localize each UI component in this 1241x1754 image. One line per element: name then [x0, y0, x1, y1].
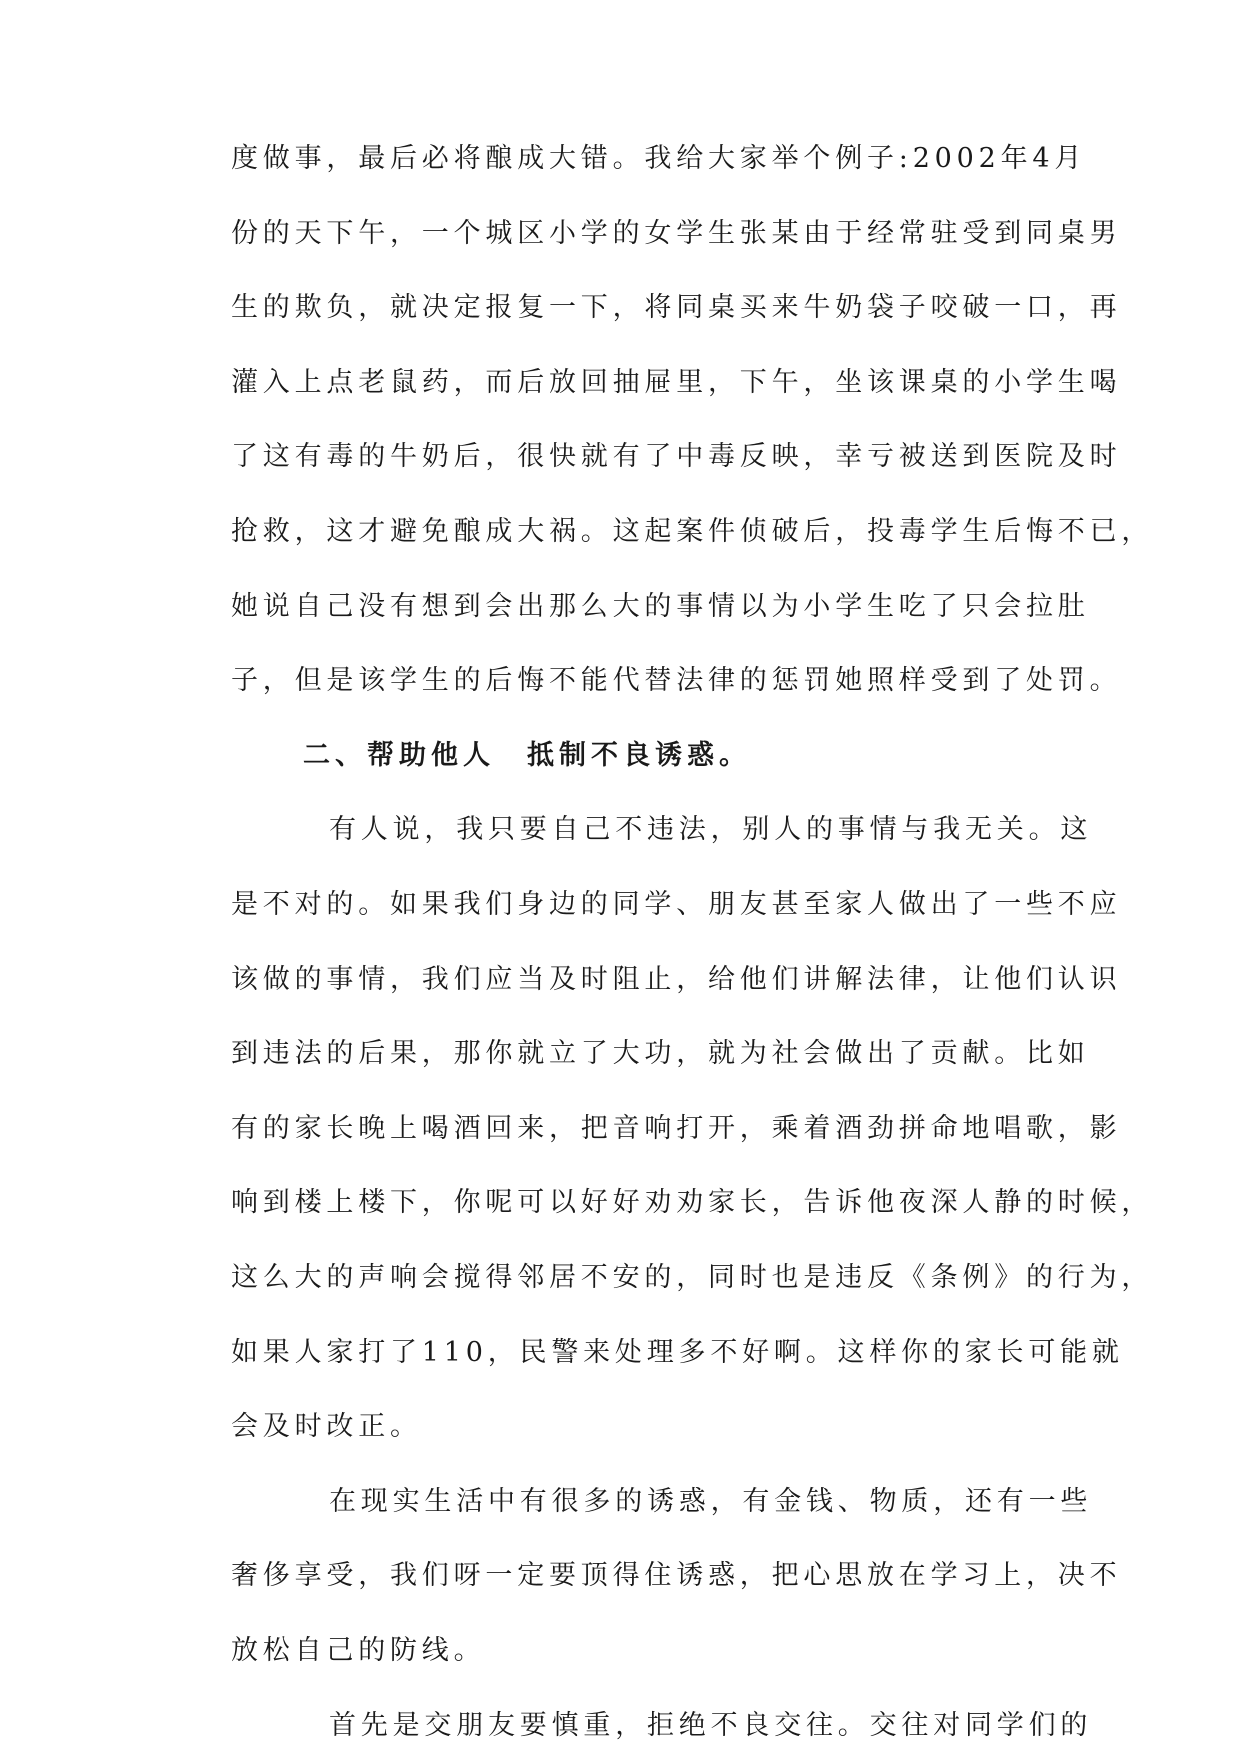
paragraph-line: 奢侈享受，我们呀一定要顶得住诱惑，把心思放在学习上，决不 — [231, 1560, 1122, 1591]
paragraph-line: 份的天下午，一个城区小学的女学生张某由于经常驻受到同桌男 — [231, 218, 1122, 249]
paragraph-line: 是不对的。如果我们身边的同学、朋友甚至家人做出了一些不应 — [231, 889, 1122, 920]
paragraph-line: 度做事，最后必将酿成大错。我给大家举个例子:2002年4月 — [231, 143, 1087, 174]
paragraph-line: 到违法的后果，那你就立了大功，就为社会做出了贡献。比如 — [231, 1038, 1090, 1069]
paragraph-line: 有的家长晚上喝酒回来，把音响打开，乘着酒劲拼命地唱歌，影 — [231, 1113, 1122, 1144]
paragraph-line: 如果人家打了110，民警来处理多不好啊。这样你的家长可能就 — [231, 1337, 1124, 1368]
paragraph-line: 抢救，这才避免酿成大祸。这起案件侦破后，投毒学生后悔不已， — [231, 516, 1154, 547]
paragraph-line: 在现实生活中有很多的诱惑，有金钱、物质，还有一些 — [329, 1486, 1093, 1517]
paragraph-line: 会及时改正。 — [231, 1411, 422, 1442]
paragraph-line: 该做的事情，我们应当及时阻止，给他们讲解法律，让他们认识 — [231, 964, 1122, 995]
paragraph-line: 放松自己的防线。 — [231, 1635, 486, 1666]
text-column — [231, 0, 1154, 1754]
paragraph-line: 子，但是该学生的后悔不能代替法律的惩罚她照样受到了处罚。 — [231, 665, 1122, 696]
paragraph-line: 生的欺负，就决定报复一下，将同桌买来牛奶袋子咬破一口，再 — [231, 292, 1122, 323]
paragraph-line: 首先是交朋友要慎重，拒绝不良交往。交往对同学们的 — [329, 1710, 1093, 1741]
paragraph-line: 灌入上点老鼠药，而后放回抽屉里，下午，坐该课桌的小学生喝 — [231, 367, 1122, 398]
section-heading: 二、帮助他人 抵制不良诱惑。 — [303, 740, 751, 771]
paragraph-line: 这么大的声响会搅得邻居不安的，同时也是违反《条例》的行为， — [231, 1262, 1154, 1293]
paragraph-line: 有人说，我只要自己不违法，别人的事情与我无关。这 — [329, 814, 1093, 845]
paragraph-line: 她说自己没有想到会出那么大的事情以为小学生吃了只会拉肚 — [231, 591, 1090, 622]
paragraph-line: 响到楼上楼下，你呢可以好好劝劝家长，告诉他夜深人静的时候， — [231, 1187, 1154, 1218]
paragraph-line: 了这有毒的牛奶后，很快就有了中毒反映，幸亏被送到医院及时 — [231, 441, 1122, 472]
